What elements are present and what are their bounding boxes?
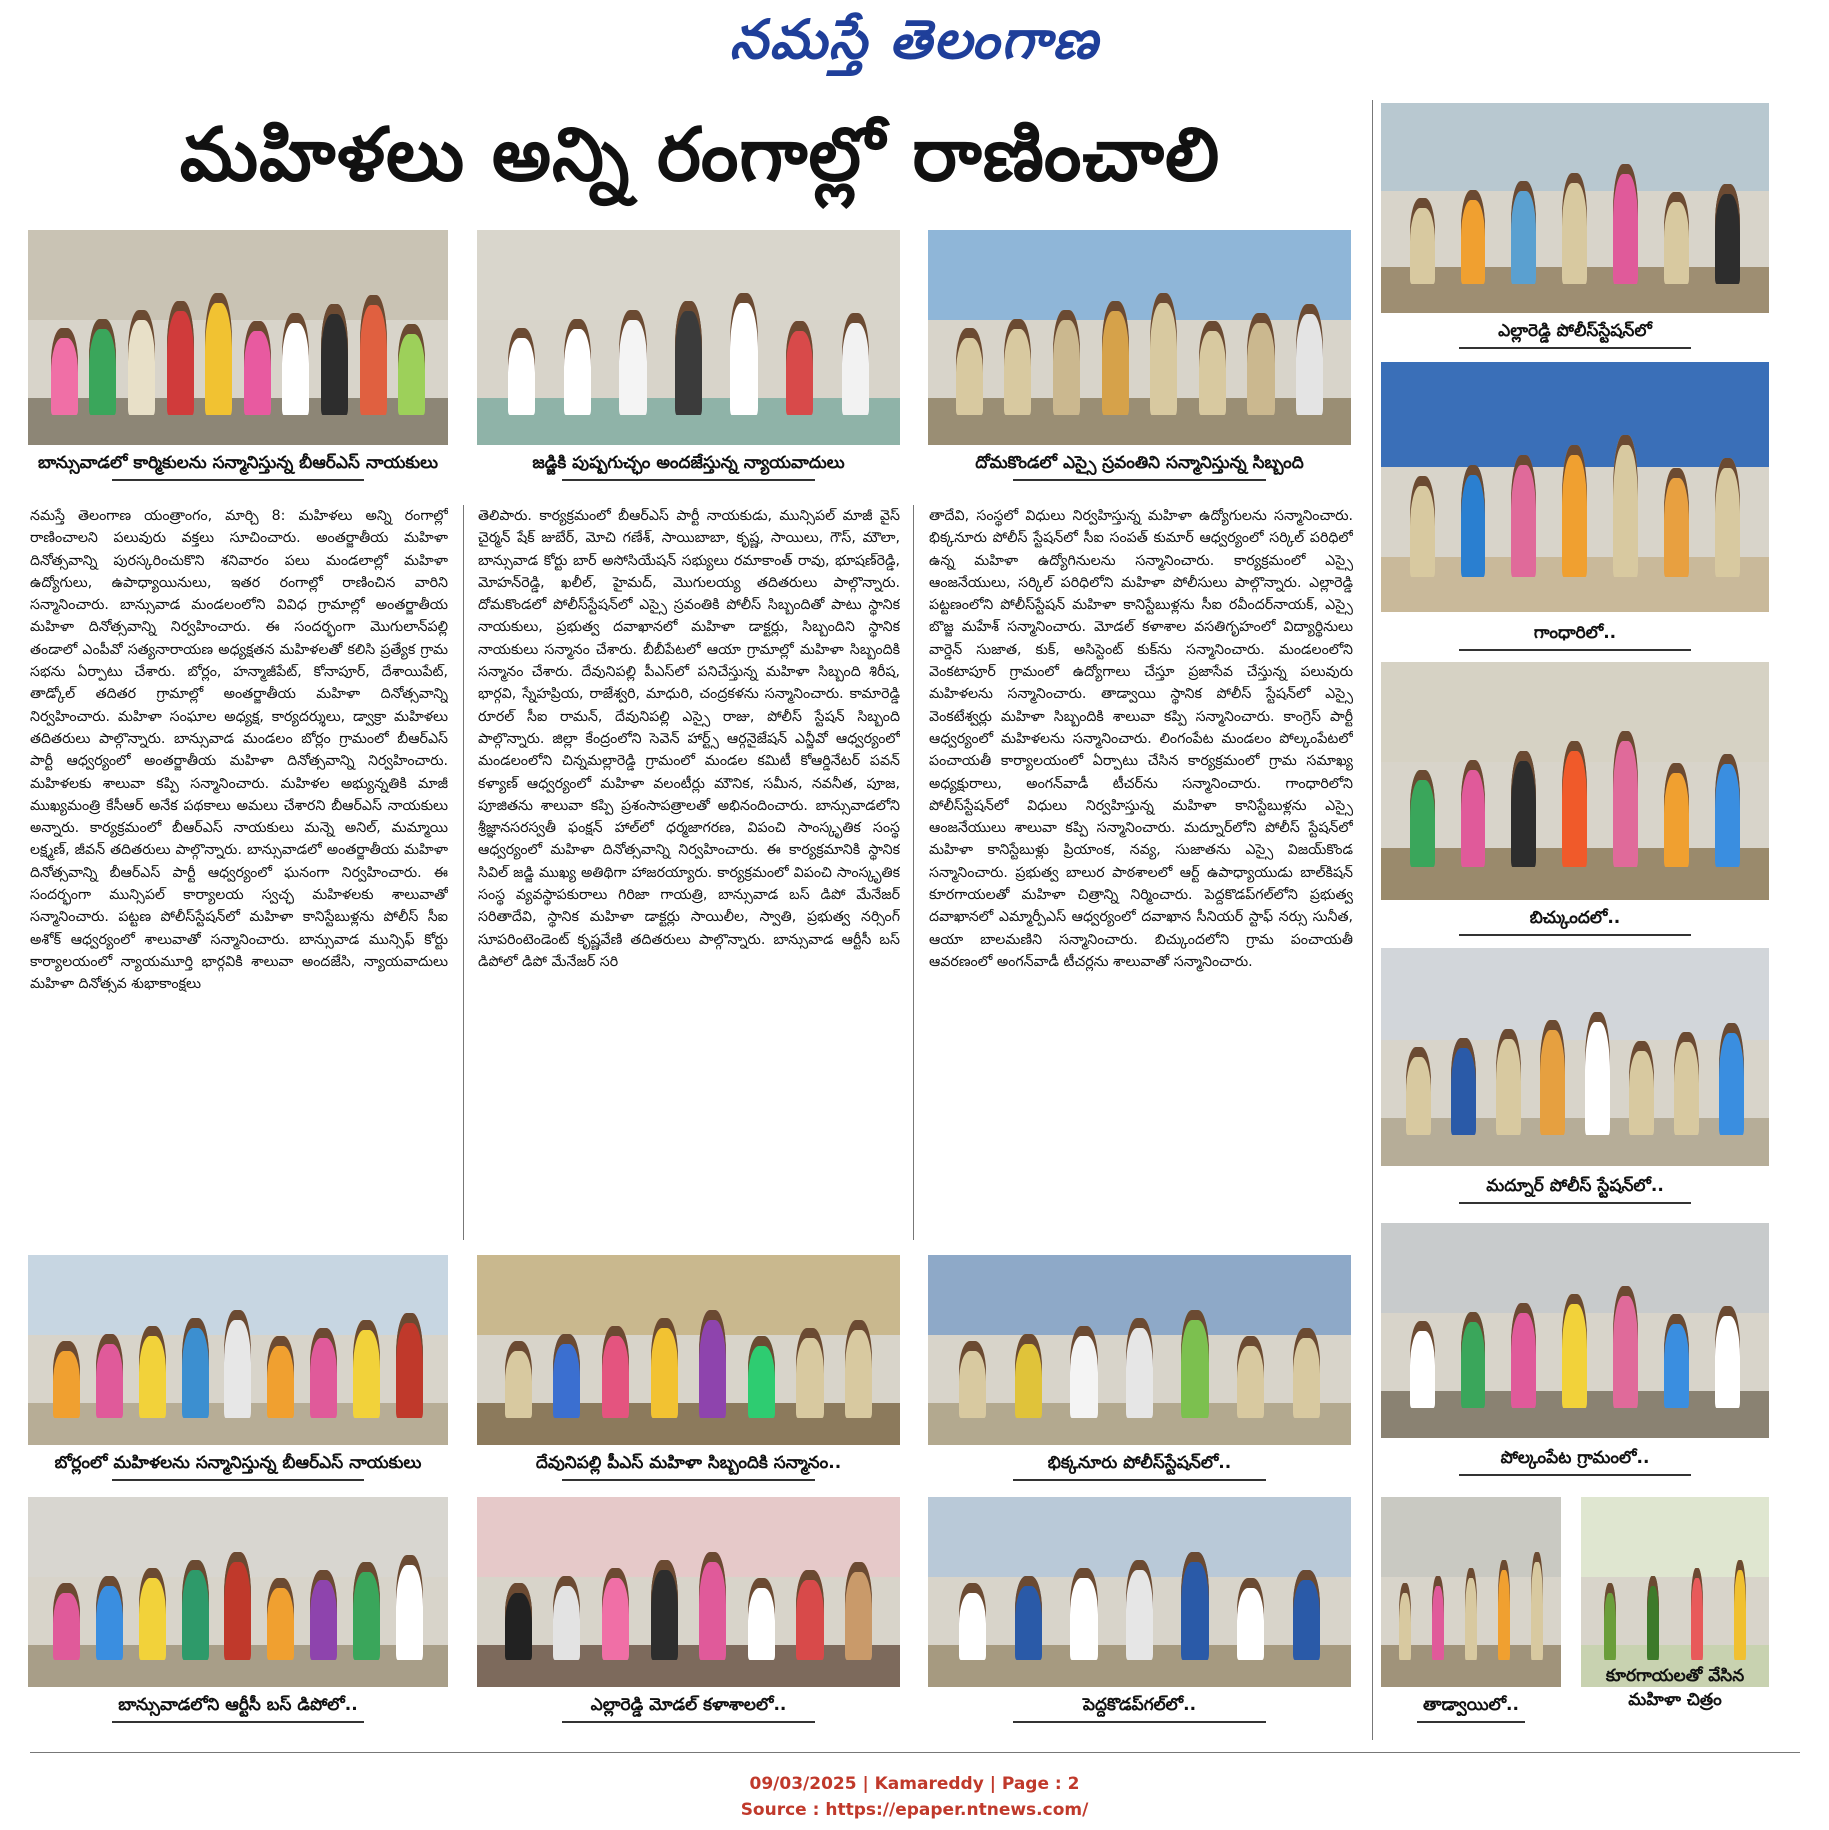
person-figure — [1015, 1576, 1042, 1661]
person-figure — [845, 1320, 872, 1418]
headline: మహిళలు అన్ని రంగాల్లో రాణించాలి — [179, 112, 1221, 198]
person-figure — [1664, 1314, 1689, 1408]
caption-underline — [562, 1479, 816, 1481]
photo-people — [477, 1308, 900, 1418]
photo-people — [928, 1550, 1351, 1660]
person-figure — [1406, 1047, 1431, 1136]
news-photo — [1381, 1223, 1769, 1438]
photo-caption: బోర్లంలో మహిళలను సన్మానిస్తున్న బీఆర్ఎస్ నాయకులు — [54, 1453, 422, 1473]
news-photo — [477, 230, 900, 445]
photo-caption: దోమకొండలో ఎస్సై స్రవంతిని సన్మానిస్తున్న సిబ్బంది — [975, 453, 1304, 473]
caption-underline — [1459, 649, 1692, 651]
caption-underline — [1459, 347, 1692, 349]
person-figure — [182, 1318, 209, 1418]
person-figure — [398, 324, 425, 415]
news-photo — [1381, 948, 1769, 1166]
person-figure — [353, 1562, 380, 1660]
person-figure — [1734, 1560, 1746, 1660]
photo-caption: ఎల్లారెడ్డి మోడల్ కళాశాలలో.. — [590, 1695, 787, 1715]
person-figure — [51, 328, 78, 415]
caption-underline — [1013, 1479, 1267, 1481]
person-figure — [959, 1341, 986, 1418]
person-figure — [651, 1560, 678, 1660]
person-figure — [1181, 1310, 1208, 1418]
photo-caption: పెద్దకొడప్‌గల్‌లో.. — [1082, 1695, 1197, 1715]
person-figure — [1562, 741, 1587, 867]
person-figure — [842, 313, 869, 415]
person-figure — [360, 295, 387, 415]
person-figure — [505, 1583, 532, 1660]
photo-people — [1381, 432, 1769, 577]
person-figure — [1237, 1336, 1264, 1419]
person-figure — [1070, 1326, 1097, 1419]
person-figure — [1126, 1560, 1153, 1660]
person-figure — [1613, 1286, 1638, 1408]
person-figure — [1511, 181, 1536, 283]
person-figure — [1461, 190, 1486, 284]
news-photo — [1381, 662, 1769, 900]
person-figure — [796, 1570, 823, 1660]
news-photo — [477, 1497, 900, 1687]
photo-people — [28, 1308, 448, 1418]
person-figure — [1432, 1576, 1444, 1661]
person-figure — [96, 1334, 123, 1419]
person-figure — [602, 1568, 629, 1661]
person-figure — [1293, 1570, 1320, 1660]
person-figure — [1070, 1568, 1097, 1661]
news-photo — [928, 1255, 1351, 1445]
person-figure — [1674, 1032, 1699, 1136]
caption-underline — [1013, 479, 1267, 481]
person-figure — [310, 1570, 337, 1660]
photo-caption: కూరగాయలతో వేసిన — [1605, 1666, 1745, 1686]
masthead: నమస్తే తెలంగాణ — [729, 8, 1100, 71]
person-figure — [1461, 465, 1486, 577]
person-figure — [205, 293, 232, 415]
person-figure — [1531, 1552, 1543, 1660]
person-figure — [1562, 445, 1587, 577]
person-figure — [730, 293, 757, 415]
article-column-1 — [30, 505, 448, 1205]
person-figure — [1715, 458, 1740, 577]
person-figure — [748, 1578, 775, 1661]
caption-underline — [112, 479, 364, 481]
person-figure — [1498, 1560, 1510, 1660]
person-figure — [1664, 192, 1689, 283]
photo-people — [1381, 729, 1769, 867]
column-divider — [913, 505, 914, 1240]
article-text-3: తాదేవి, సంస్థలో విధులు నిర్వహిస్తున్న మహిళా ఉద్యోగులను సన్మానించారు. భిక్కనూరు పోలీస్ స్టేషన్‌లో సీఐ సంపత్ కుమార్ ఆధ్వర్యంలో సర్కిల్ పరిధిలో ఉన్న మహిళా ఉద్యోగినులను సన్మానించారు. కార్యక్రమంలో ఎస్సై ఆంజనేయులు, సర్కిల్ పరిధిలోని మహిళా పోలీసులు పాల్గొన్నారు. ఎల్లారెడ్డి పట్టణంలోని పోలీస్‌స్టేషన్ మహిళా కానిస్టేబుళ్లను సీఐ రవీందర్‌నాయక్, ఎస్సై బొజ్జ మహేశ్ సన్మానించారు. మోడల్ కళాశాల వసతిగృహంలో విద్యార్థినులు వార్డెన్ సుజాత, కుక్, అసిస్టెంట్ కుక్‌ను సన్మానించారు. మండలంలోని వెంకటాపూర్ గ్రామంలో ఉద్యోగాలు చేస్తూ ప్రజాసేవ చేస్తున్న పలువురు మహిళలను సన్మానించారు. తాడ్వాయి స్థానిక పోలీస్ స్టేషన్‌లో ఎస్సై వెంకటేశ్వర్లు మహిళా సిబ్బందికి శాలువా కప్పి సన్మానించారు. కాంగ్రెస్ పార్టీ ఆధ్వర్యంలో మహిళలను సన్మానించారు. లింగంపేట మండలం పోల్కంపేటలో పంచాయతీ కార్యాలయంలో ఏర్పాటు చేసిన కార్యక్రమంలో గ్రామ సమాఖ్య అధ్యక్షురాలు, అంగన్‌వాడీ టీచర్‌ను సన్మానించారు. గాంధారిలోని పోలీస్‌స్టేషన్‌లో విధులు నిర్వహిస్తున్న మహిళా కానిస్టేబుళ్లను ఎస్సై ఆంజనేయులు శాలువా కప్పి సన్మానించారు. మద్నూర్‌లోని పోలీస్ స్టేషన్‌లో మహిళా కానిస్టేబుళ్లు ప్రియాంక, నవ్య, సుజాతను ఎస్సై విజయ్‌కొండ సన్మానించారు. ప్రభుత్వ బాలుర పాఠశాలలో ఆర్ట్ ఉపాధ్యాయుడు బాల్‌కిషన్ కూరగాయలతో మహిళా చిత్రాన్ని నిర్మించారు. పెద్దకొడప్‌గల్‌లోని ప్రభుత్వ దవాఖానలో ఎమ్మార్పీఎస్ ఆధ్వర్యంలో దవాఖాన సీనియర్ స్టాఫ్ నర్సు సునీత, ఆయా బాలమణిని సన్మానించారు. బిచ్కుందలోని గ్రామ పంచాయతీ ఆవరణంలో అంగన్‌వాడీ టీచర్లను శాలువాతో సన్మానించారు. — [929, 508, 1353, 970]
person-figure — [619, 310, 646, 415]
person-figure — [553, 1334, 580, 1419]
person-figure — [1053, 310, 1080, 415]
person-figure — [1199, 321, 1226, 415]
person-figure — [1647, 1576, 1659, 1661]
person-figure — [1511, 751, 1536, 867]
news-photo — [1581, 1497, 1769, 1687]
person-figure — [699, 1310, 726, 1418]
person-figure — [282, 313, 309, 415]
person-figure — [267, 1336, 294, 1419]
person-figure — [1181, 1552, 1208, 1660]
person-figure — [1629, 1041, 1654, 1136]
person-figure — [396, 1313, 423, 1419]
photo-caption: బాన్సువాడలో కార్మికులను సన్మానిస్తున్న బీఆర్ఎస్ నాయకులు — [37, 453, 439, 473]
photo-caption-line2: మహిళా చిత్రం — [1628, 1690, 1722, 1710]
person-figure — [1613, 435, 1638, 577]
person-figure — [1247, 313, 1274, 415]
photo-people — [1381, 1550, 1561, 1660]
photo-caption: మద్నూర్ పోలీస్ స్టేషన్‌లో.. — [1486, 1176, 1664, 1196]
person-figure — [1237, 1578, 1264, 1661]
person-figure — [224, 1310, 251, 1418]
person-figure — [321, 304, 348, 415]
person-figure — [224, 1552, 251, 1660]
person-figure — [1102, 301, 1129, 414]
person-figure — [1150, 293, 1177, 415]
person-figure — [396, 1555, 423, 1661]
person-figure — [96, 1576, 123, 1661]
photo-people — [1581, 1550, 1769, 1660]
person-figure — [1719, 1023, 1744, 1136]
person-figure — [1613, 731, 1638, 866]
caption-underline — [1013, 1721, 1267, 1723]
photo-people — [928, 290, 1351, 415]
person-figure — [53, 1583, 80, 1660]
photo-people — [1381, 162, 1769, 284]
photo-people — [28, 290, 448, 415]
news-photo — [28, 1255, 448, 1445]
person-figure — [1540, 1020, 1565, 1135]
person-figure — [1410, 770, 1435, 867]
photo-people — [1381, 1283, 1769, 1408]
person-figure — [959, 1583, 986, 1660]
news-photo — [928, 230, 1351, 445]
photo-people — [477, 1550, 900, 1660]
photo-people — [477, 290, 900, 415]
person-figure — [1410, 1321, 1435, 1408]
footer-dateline: 09/03/2025 | Kamareddy | Page : 2 — [749, 1774, 1080, 1794]
person-figure — [564, 319, 591, 415]
person-figure — [1015, 1334, 1042, 1419]
person-figure — [553, 1576, 580, 1661]
person-figure — [1451, 1038, 1476, 1135]
person-figure — [786, 321, 813, 415]
person-figure — [1664, 763, 1689, 867]
person-figure — [53, 1341, 80, 1418]
person-figure — [1664, 468, 1689, 577]
person-figure — [1562, 173, 1587, 284]
person-figure — [1461, 760, 1486, 866]
person-figure — [505, 1341, 532, 1418]
person-figure — [1126, 1318, 1153, 1418]
article-column-2 — [478, 505, 900, 1205]
caption-underline — [1417, 1721, 1525, 1723]
person-figure — [1511, 1303, 1536, 1408]
photo-caption: జడ్జికి పుష్పగుచ్ఛం అందజేస్తున్న న్యాయవాదులు — [532, 453, 845, 473]
person-figure — [956, 328, 983, 415]
footer-source: Source : https://epaper.ntnews.com/ — [740, 1800, 1089, 1820]
person-figure — [1604, 1583, 1616, 1660]
person-figure — [1461, 1312, 1486, 1408]
person-figure — [1465, 1568, 1477, 1661]
news-photo — [28, 1497, 448, 1687]
footer-rule — [30, 1752, 1800, 1753]
photo-people — [1381, 1009, 1769, 1135]
photo-caption: తాడ్వాయిలో.. — [1423, 1695, 1519, 1715]
person-figure — [1511, 455, 1536, 577]
photo-caption: భిక్కనూరు పోలీస్‌స్టేషన్‌లో.. — [1047, 1453, 1232, 1473]
caption-underline — [112, 1479, 364, 1481]
person-figure — [310, 1328, 337, 1418]
person-figure — [1399, 1583, 1411, 1660]
person-figure — [651, 1318, 678, 1418]
caption-underline — [1459, 1202, 1692, 1204]
photo-caption: బాన్సువాడలోని ఆర్టీసీ బస్ డిపోలో.. — [118, 1695, 358, 1715]
caption-underline — [1459, 1474, 1692, 1476]
photo-caption: ఎల్లారెడ్డి పోలీస్‌స్టేషన్‌లో — [1498, 321, 1652, 341]
person-figure — [1715, 1306, 1740, 1408]
person-figure — [182, 1560, 209, 1660]
person-figure — [1613, 164, 1638, 283]
article-text-1: నమస్తే తెలంగాణ యంత్రాంగం, మార్చి 8: మహిళలు అన్ని రంగాల్లో రాణించాలని పలువురు వక్తలు సూచించారు. అంతర్జాతీయ మహిళా దినోత్సవాన్ని పురస్కరించుకొని శనివారం పలు మండలాల్లో మహిళా ఉద్యోగులు, ఉపాధ్యాయినులు, ఇతర రంగాల్లో రాణించిన వారిని సన్మానించారు. బాన్సువాడ మండలంలోని వివిధ గ్రామాల్లో అంతర్జాతీయ మహిళా దినోత్సవాన్ని నిర్వహించారు. ఈ సందర్భంగా మొగులాన్‌పల్లి తండాలో ఎంపీవో సత్యనారాయణ అధ్యక్షతన మహిళలతో కలిసి ప్రత్యేక గ్రామ సభను ఏర్పాటు చేశారు. బోర్లం, హన్మాజీపేట్, కోనాపూర్, దేశాయిపేట్, తాడ్కోల్ తదితర గ్రామాల్లో అంతర్జాతీయ మహిళా దినోత్సవాన్ని నిర్వహించారు. మహిళా సంఘాల అధ్యక్ష, కార్యదర్శులు, డ్వాక్రా మహిళలు తదితరులు పాల్గొన్నారు. బాన్సువాడ మండలం బోర్లం గ్రామంలో బీఆర్ఎస్ పార్టీ ఆధ్వర్యంలో అంతర్జాతీయ మహిళా దినోత్సవాన్ని నిర్వహించారు. మహిళలకు శాలువా కప్పి సన్మానించారు. మహిళల అభ్యున్నతికి మాజీ ముఖ్యమంత్రి కేసీఆర్ అనేక పథకాలు అమలు చేశారని బీఆర్ఎస్ నాయకులు అన్నారు. కార్యక్రమంలో బీఆర్ఎస్ నాయకులు మన్నె అనిల్, మమ్మాయి లక్ష్మణ్, జీవన్ తదితరులు పాల్గొన్నారు. బాన్సువాడలో అంతర్జాతీయ మహిళా దినోత్సవాన్ని బీఆర్ఎస్ పార్టీ ఆధ్వర్యంలో ఘనంగా నిర్వహించారు. ఈ సందర్భంగా మున్సిపల్ కార్యాలయ స్వచ్ఛ మహిళలకు శాలువాతో సన్మానించారు. పట్టణ పోలీస్‌స్టేషన్‌లో మహిళా కానిస్టేబుళ్లను పోలీస్ సీఐ అశోక్ ఆధ్వర్యంలో శాలువాతో సన్మానించారు. బాన్సువాడ మున్సిఫ్ కోర్టు కార్యాలయంలో న్యాయమూర్తి భార్గవికి శాలువా అందజేసి, న్యాయవాదులు మహిళా దినోత్సవ శుభాకాంక్షలు — [30, 508, 448, 993]
person-figure — [1410, 198, 1435, 283]
person-figure — [1410, 476, 1435, 578]
person-figure — [845, 1562, 872, 1660]
person-figure — [1585, 1012, 1610, 1136]
news-photo — [928, 1497, 1351, 1687]
caption-underline — [562, 479, 816, 481]
person-figure — [1691, 1568, 1703, 1661]
news-photo — [477, 1255, 900, 1445]
photo-caption: గాంధారిలో.. — [1533, 623, 1617, 643]
news-photo — [1381, 362, 1769, 612]
caption-underline — [1459, 934, 1692, 936]
person-figure — [1496, 1029, 1521, 1135]
photo-caption: దేవునిపల్లి పీఎస్ మహిళా సిబ్బందికి సన్మానం.. — [535, 1453, 842, 1473]
news-photo — [1381, 1497, 1561, 1687]
person-figure — [1715, 754, 1740, 867]
photo-caption: పోల్కంపేట గ్రామంలో.. — [1500, 1448, 1650, 1468]
person-figure — [1296, 304, 1323, 415]
article-column-3 — [929, 505, 1353, 1205]
article-text-2: తెలిపారు. కార్యక్రమంలో బీఆర్ఎస్ పార్టీ నాయకుడు, మున్సిపల్ మాజీ వైస్ చైర్మన్ షేక్ జుబేర్, మోచి గణేశ్, సాయిబాబా, కృష్ణ, సాయిలు, గౌస్, మౌలా, బాన్సువాడ కోర్టు బార్ అసోసియేషన్ సభ్యులు రమాకాంత్ రావు, భూషణ్‌రెడ్డి, మోహన్‌రెడ్డి, ఖలీల్, హైమద్, మొగులయ్య తదితరులు పాల్గొన్నారు. దోమకొండలో పోలీస్‌స్టేషన్‌లో ఎస్సై స్రవంతికి పోలీస్ సిబ్బందితో పాటు స్థానిక నాయకులు, ప్రభుత్వ దవాఖానలో మహిళా డాక్టర్లు, సిబ్బందిని స్థానిక నాయకులు సన్మానం చేశారు. బీబీపేటలో ఆయా గ్రామాల్లో మహిళా సిబ్బందికి సన్మానం చేశారు. దేవునిపల్లి పీఎస్‌లో పనిచేస్తున్న మహిళా సిబ్బంది శిరీష, భార్గవి, స్నేహప్రియ, రాజేశ్వరి, మాధురి, చంద్రకళను సన్మానించారు. కామారెడ్డి రూరల్ సీఐ రామన్, దేవునిపల్లి ఎస్సై రాజు, పోలీస్ స్టేషన్ సిబ్బంది పాల్గొన్నారు. జిల్లా కేంద్రంలోని సెవెన్ హార్ట్స్ ఆర్గనైజేషన్ ఎన్జీవో ఆధ్వర్యంలో మండలంలోని చిన్నమల్లారెడ్డి గ్రామంలో మండల కమిటీ కోఆర్డినేటర్ పవన్ కళ్యాణ్ ఆధ్వర్యంలో మహిళా వలంటీర్లు మౌనిక, సమీన, నవనీత, పూజ, పూజితను శాలువా కప్పి ప్రశంసాపత్రాలతో అభినందించారు. బాన్సువాడలోని శ్రీజ్ఞానసరస్వతీ ఫంక్షన్ హాల్‌లో ధర్మజాగరణ, విపంచి సాంస్కృతిక సంస్థ ఆధ్వర్యంలో మహిళా దినోత్సవాన్ని నిర్వహించారు. ఈ కార్యక్రమానికి స్థానిక సివిల్ జడ్జి ముఖ్య అతిథిగా హాజరయ్యారు. కార్యక్రమంలో విపంచి సాంస్కృతిక సంస్థ వ్యవస్థాపకురాలు గిరిజా గాయత్రి, బాన్సువాడ బస్ డిపో మేనేజర్ సరితాదేవి, స్థానిక మహిళా డాక్టర్లు సాయిలీల, స్వాతి, ప్రభుత్వ నర్సింగ్ సూపరింటెండెంట్ కృష్ణవేణి తదితరులు పాల్గొన్నారు. బాన్సువాడ ఆర్టీసీ బస్ డిపోలో డిపో మేనేజర్ సరి — [478, 508, 900, 970]
caption-underline — [112, 1721, 364, 1723]
person-figure — [1715, 184, 1740, 284]
person-figure — [167, 301, 194, 414]
person-figure — [89, 319, 116, 415]
person-figure — [1293, 1328, 1320, 1418]
person-figure — [748, 1336, 775, 1419]
person-figure — [675, 301, 702, 414]
caption-underline — [562, 1721, 816, 1723]
photo-people — [928, 1308, 1351, 1418]
person-figure — [1562, 1294, 1587, 1407]
person-figure — [699, 1552, 726, 1660]
photo-caption: బిచ్కుందలో.. — [1529, 908, 1621, 928]
photo-people — [28, 1550, 448, 1660]
person-figure — [139, 1326, 166, 1419]
news-photo — [28, 230, 448, 445]
person-figure — [1004, 319, 1031, 415]
person-figure — [602, 1326, 629, 1419]
person-figure — [353, 1320, 380, 1418]
person-figure — [128, 310, 155, 415]
person-figure — [139, 1568, 166, 1661]
news-photo — [1381, 103, 1769, 313]
column-divider — [463, 505, 464, 1240]
person-figure — [796, 1328, 823, 1418]
person-figure — [267, 1578, 294, 1661]
person-figure — [244, 321, 271, 415]
column-divider — [1372, 100, 1373, 1740]
person-figure — [508, 328, 535, 415]
